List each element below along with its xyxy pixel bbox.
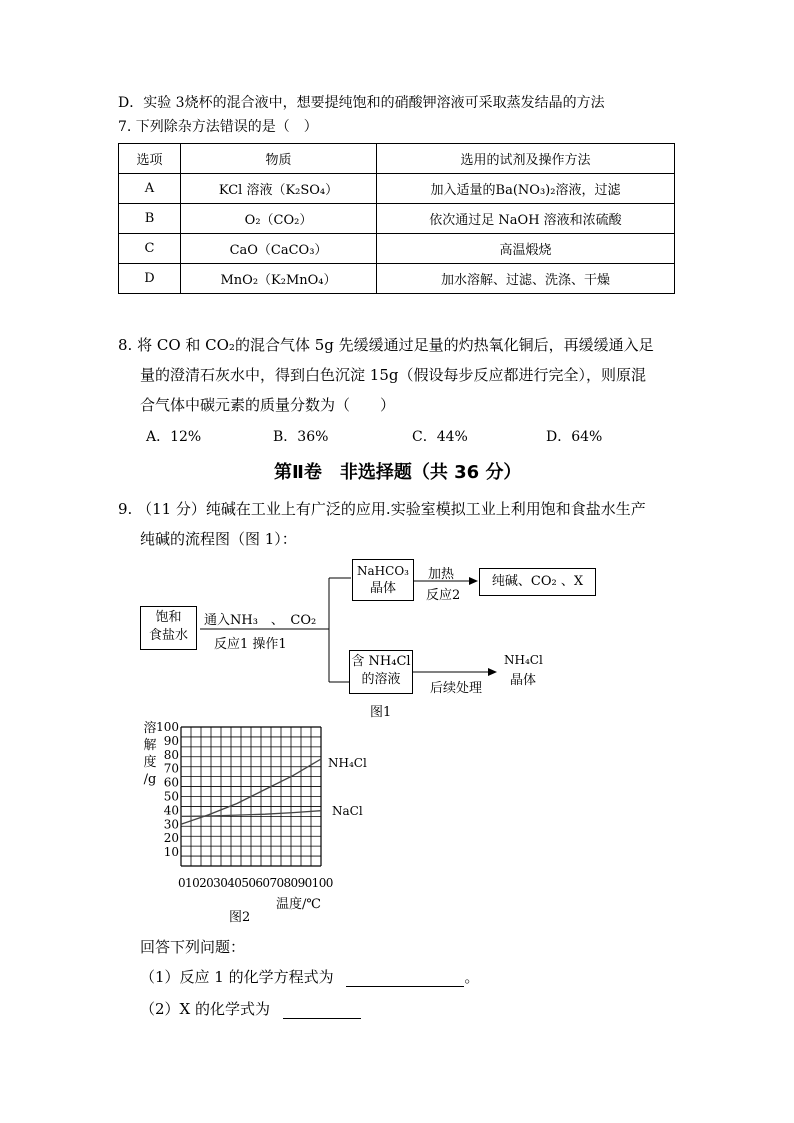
flow-box-brine-line2: 食盐水 (148, 628, 188, 643)
y-label-char: 度 (143, 755, 157, 770)
table-cell: 加水溶解、过滤、洗涤、干燥 (377, 264, 675, 294)
flow-nh4cl-crystal-line1: NH₄Cl (504, 653, 543, 667)
q8-option-c: C．44% (412, 429, 468, 445)
q8-line2: 量的澄清石灰水中，得到白色沉淀 15g（假设每步反应都进行完全），则原混 (140, 366, 646, 384)
answer-intro: 回答下列问题： (140, 938, 246, 956)
q6-option-d: D．实验 3烧杯的混合液中，想要提纯饱和的硝酸钾溶液可采取蒸发结晶的方法 (118, 95, 605, 111)
table-header: 选用的试剂及操作方法 (377, 144, 675, 174)
table-cell: B (119, 204, 181, 234)
y-tick-label: 90 (163, 733, 179, 748)
table-cell: A (119, 174, 181, 204)
flow-box-nahco3-line2: 晶体 (369, 581, 396, 596)
q9-sub2-text: （2）X 的化学式为 (140, 1000, 270, 1018)
q7-stem: 7. 下列除杂方法错误的是（ ） (118, 119, 318, 135)
series-label-nh4cl: NH₄Cl (328, 756, 367, 770)
q9-line1: 9. （11 分）纯碱在工业上有广泛的应用.实验室模拟工业上利用饱和食盐水生产 (118, 500, 646, 518)
flow-nh4cl-crystal-line2: 晶体 (510, 673, 537, 688)
q9-sub1-answer-blank[interactable] (346, 968, 464, 987)
q9-sub2-answer-blank[interactable] (283, 1000, 361, 1019)
flow-box-products: 纯碱、CO₂ 、X (479, 568, 596, 596)
table-cell: 依次通过足 NaOH 溶液和浓硫酸 (377, 204, 675, 234)
flow-box-nh4cl-solution-line2: 的溶液 (361, 672, 401, 687)
q9-sub1-text: （1）反应 1 的化学方程式为 (140, 968, 334, 986)
flow-box-nahco3-line1: NaHCO₃ (357, 564, 409, 578)
table-cell: KCl 溶液（K₂SO₄） (181, 174, 377, 204)
chart-x-tick-labels: 0102030405060708090100 (178, 876, 333, 890)
q8-line1: 8. 将 CO 和 CO₂的混合气体 5g 先缓缓通过足量的灼热氧化铜后，再缓缓通入足 (118, 336, 654, 354)
table-cell: MnO₂（K₂MnO₄） (181, 264, 377, 294)
flow-box-brine-line1: 饱和 (155, 610, 182, 625)
q9-sub1-end: 。 (464, 968, 480, 986)
table-cell: O₂（CO₂） (181, 204, 377, 234)
q9-sub2 (140, 998, 361, 1019)
y-tick-label: 40 (163, 803, 179, 818)
y-tick-label: 20 (163, 831, 179, 846)
q9-line2: 纯碱的流程图（图 1）： (140, 530, 297, 548)
chart-caption: 图2 (229, 910, 251, 925)
q9-sub1 (140, 966, 479, 987)
table-header: 选项 (119, 144, 181, 174)
section-title: 第Ⅱ卷 非选择题（共 36 分） (274, 462, 522, 483)
table-cell: C (119, 234, 181, 264)
flow-label-heat: 加热 (428, 567, 455, 582)
flow-label-post-process: 后续处理 (430, 681, 483, 696)
flow-label-reaction1: 反应1 操作1 (214, 637, 287, 652)
table-cell: 加入适量的Ba(NO₃)₂溶液，过滤 (377, 174, 675, 204)
table-header: 物质 (181, 144, 377, 174)
table-cell: D (119, 264, 181, 294)
flow-label-reagents: 通入NH₃ 、 CO₂ (204, 613, 317, 628)
y-label-char: 解 (143, 738, 157, 753)
y-tick-label: 50 (163, 789, 179, 804)
flow-caption: 图1 (370, 705, 392, 720)
q8-option-a: A．12% (146, 429, 202, 445)
table-cell: 高温煅烧 (377, 234, 675, 264)
q8-option-d: D．64% (546, 429, 603, 445)
y-label-char: 溶 (143, 721, 157, 736)
y-label-char: /g (143, 772, 157, 787)
y-tick-label: 100 (156, 720, 179, 734)
table-cell: CaO（CaCO₃） (181, 234, 377, 264)
q8-option-b: B．36% (273, 429, 329, 445)
chart-x-axis-label: 温度/℃ (276, 897, 321, 912)
q8-line3: 合气体中碳元素的质量分数为（ ） (140, 396, 396, 414)
y-tick-label: 70 (163, 761, 179, 776)
y-tick-label: 80 (163, 747, 179, 762)
y-tick-label: 10 (163, 845, 179, 860)
flow-box-nh4cl-solution-line1: 含 NH₄Cl (351, 654, 411, 669)
flow-label-reaction2: 反应2 (426, 588, 461, 603)
y-tick-label: 60 (163, 775, 179, 790)
y-tick-label: 30 (163, 817, 179, 832)
series-label-nacl: NaCl (332, 804, 363, 818)
